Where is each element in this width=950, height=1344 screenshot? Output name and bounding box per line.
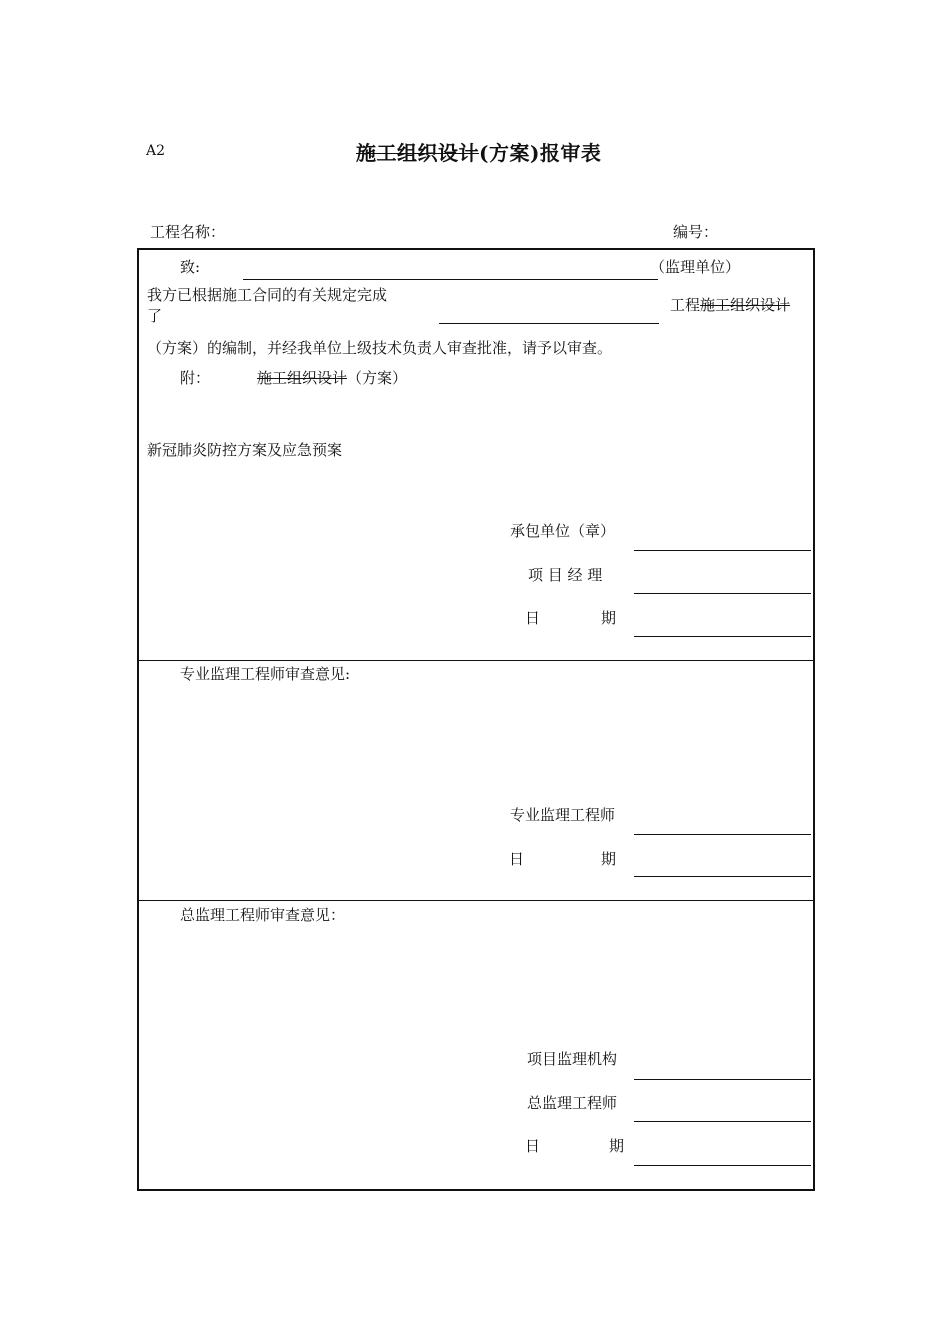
attach-type <box>257 369 407 387</box>
chief-engineer-field[interactable] <box>634 1121 811 1122</box>
project-manager-field[interactable] <box>634 593 811 594</box>
supervisor-unit-field[interactable] <box>243 279 658 280</box>
date-label-char2: 期 <box>601 850 617 868</box>
supervision-org-field[interactable] <box>634 1079 811 1080</box>
project-manager-label: 项 目 经 理 <box>528 566 603 584</box>
supervision-org-label: 项目监理机构 <box>527 1050 618 1068</box>
project-word: 工程 <box>670 296 701 314</box>
project-name-label: 工程名称： <box>150 223 226 241</box>
form-code: A2 <box>146 143 166 159</box>
number-label: 编号： <box>673 223 719 241</box>
title-rest-text: (方案)报审表 <box>479 141 602 165</box>
contractor-label: 承包单位（章） <box>510 522 616 540</box>
attach-strike-text: 施工组织设计 <box>257 369 348 387</box>
attachment-title: 新冠肺炎防控方案及应急预案 <box>147 441 343 459</box>
date-label-char2: 期 <box>601 609 617 627</box>
completion-sentence-line1: 我方已根据施工合同的有关规定完成 <box>147 286 388 304</box>
completion-sentence-line1b: 了 <box>147 307 163 325</box>
to-label: 致: <box>180 258 201 276</box>
page-title <box>356 140 601 166</box>
section-divider-1 <box>137 660 815 661</box>
supervisor-unit-label: （监理单位） <box>650 258 741 276</box>
chief-date-field[interactable] <box>634 1165 811 1166</box>
project-design-label <box>670 296 790 314</box>
chief-review-heading: 总监理工程师审查意见： <box>180 906 346 924</box>
date-label-char2: 期 <box>609 1137 625 1155</box>
specialist-date-field[interactable] <box>634 876 811 877</box>
title-strike-text: 施工组织设计 <box>356 141 479 165</box>
date-label-char1: 日 <box>525 1137 541 1155</box>
project-name-field[interactable] <box>439 323 659 324</box>
project-strike-text: 施工组织设计 <box>700 296 791 314</box>
section-divider-2 <box>137 900 815 901</box>
attach-rest-text: （方案） <box>347 369 408 387</box>
specialist-engineer-label: 专业监理工程师 <box>510 806 616 824</box>
specialist-engineer-field[interactable] <box>634 834 811 835</box>
date-label-char1: 日 <box>525 609 541 627</box>
chief-engineer-label: 总监理工程师 <box>527 1094 618 1112</box>
specialist-review-heading: 专业监理工程师审查意见: <box>180 665 351 683</box>
date-label-char1: 日 <box>509 850 525 868</box>
contractor-date-field[interactable] <box>634 636 811 637</box>
contractor-signature-field[interactable] <box>634 550 811 551</box>
attach-label: 附： <box>180 369 211 387</box>
completion-sentence-line2: （方案）的编制，并经我单位上级技术负责人审查批准，请予以审查。 <box>147 339 613 357</box>
form-table <box>137 248 815 1191</box>
